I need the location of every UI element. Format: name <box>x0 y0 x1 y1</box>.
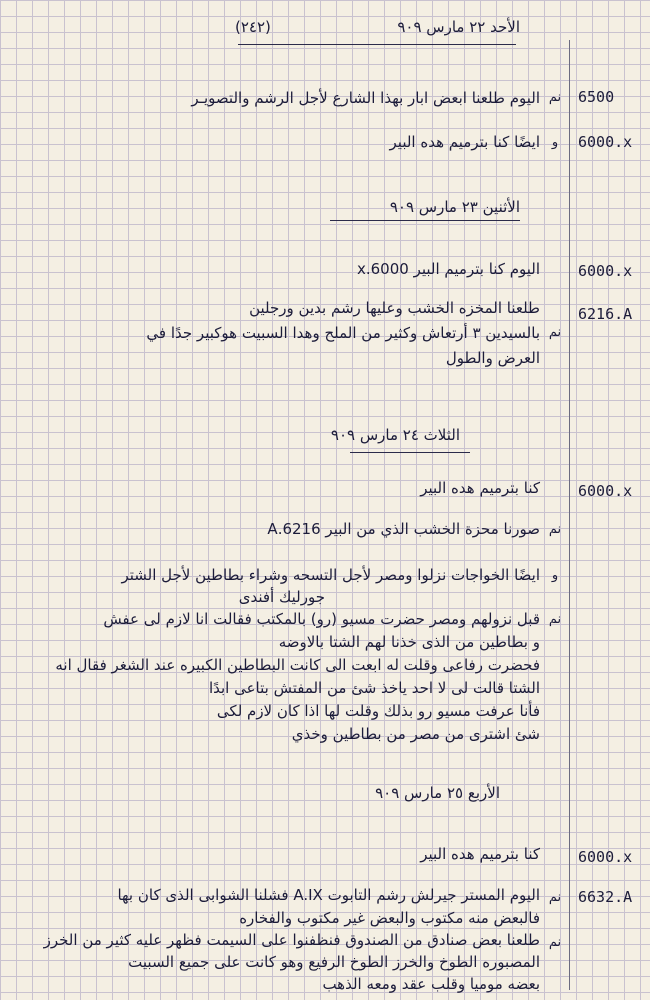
entry-text: كنا بترميم هده البير <box>420 479 540 497</box>
entry-line: قبل نزولهم ومصر حضرت مسيو (رو) بالمكتب فقالت انا لازم لى عفش <box>103 610 540 628</box>
entry-text: اليوم كنا بترميم البير 6000.x <box>356 260 540 278</box>
entry-ref: 6000.x <box>578 262 633 280</box>
entry-mark: نم <box>548 612 562 627</box>
entry-ref: 6000.x <box>578 848 633 866</box>
entry-ref: 6000.x <box>578 482 633 500</box>
entry-line: فأنا عرفت مسيو رو بذلك وقلت لها اذا كان لازم لكى <box>216 702 540 720</box>
entry-ref: 6500 <box>578 88 615 106</box>
section-date: الأثنين ٢٣ مارس ٩٠٩ <box>389 198 520 216</box>
entry-line: و بطاطين من الذى خذنا لهم الشتا بالاوضه <box>278 633 540 651</box>
entry-line: بعضه موميا وقلب عقد ومعه الذهب <box>322 975 540 993</box>
entry-line: فالبعض منه مكتوب والبعض غير مكتوب والفخاره <box>239 909 540 927</box>
header-underline <box>238 44 516 45</box>
section-date: الثلاث ٢٤ مارس ٩٠٩ <box>330 426 460 444</box>
entry-line: المصبوره الطوخ والخرز الطوخ الرفيع وهو كانت على جميع السبيت <box>128 953 540 971</box>
section-underline <box>330 220 520 221</box>
entry-line: ايضًا الخواجات نزلوا ومصر لأجل التسحه وشراء بطاطين لأجل الشتر <box>121 566 540 584</box>
entry-line: شئ اشترى من مصر من بطاطين وخذي <box>291 725 540 743</box>
header-date: الأحد ٢٢ مارس ٩٠٩ <box>397 18 520 36</box>
entry-ref: 6216.A <box>578 305 633 323</box>
section-date: الأربع ٢٥ مارس ٩٠٩ <box>375 784 500 802</box>
entry-mark: نم <box>548 890 562 905</box>
entry-mark: نم <box>548 935 562 950</box>
entry-line: طلعنا بعض صنادق من الصندوق فنظفنوا على السيمت فظهر عليه كثير من الخرز <box>43 931 540 949</box>
entry-mark: و <box>551 568 559 583</box>
entry-text: ايضًا كنا بترميم هده البير <box>389 133 540 151</box>
entry-line: فحضرت رفاعى وقلت له ابعت الى كانت البطاطين الكبيره عند الشغر فقال انه <box>55 656 540 674</box>
entry-line: اليوم المستر جيرلش رشم التابوت A.IX فشلنا الشوابى الذى كان بها <box>117 886 540 904</box>
entry-text: كنا بترميم هده البير <box>420 845 540 863</box>
entry-mark: نم <box>548 522 562 537</box>
entry-line: طلعنا المخزه الخشب وعليها رشم بدين ورجلين <box>249 299 540 317</box>
entry-line: بالسيدين ٣ أرتعاش وكثير من الملح وهدا السبيت هوكبير جدًا في <box>146 324 540 342</box>
entry-line: جورليك أفندى <box>238 588 325 606</box>
entry-ref: 6000.x <box>578 133 633 151</box>
entry-text: اليوم طلعنا ابعض ابار بهذا الشارع لأجل الرشم والتصويـر <box>191 89 540 107</box>
entry-line: الشتا قالت لى لا احد ياخذ شئ من المفتش بتاعى ابدًا <box>208 679 540 697</box>
entry-mark: و <box>551 135 559 150</box>
page-header <box>235 14 520 44</box>
page-number: (٢٤٢) <box>235 18 271 36</box>
section-underline <box>350 452 470 453</box>
entry-ref: 6632.A <box>578 888 633 906</box>
entry-text: صورنا محزة الخشب الذي من البير 6216.A <box>267 520 540 538</box>
entry-line: العرض والطول <box>445 349 540 367</box>
entry-mark: نم <box>548 325 562 340</box>
entry-mark: نم <box>548 90 562 105</box>
margin-rule <box>569 40 570 990</box>
